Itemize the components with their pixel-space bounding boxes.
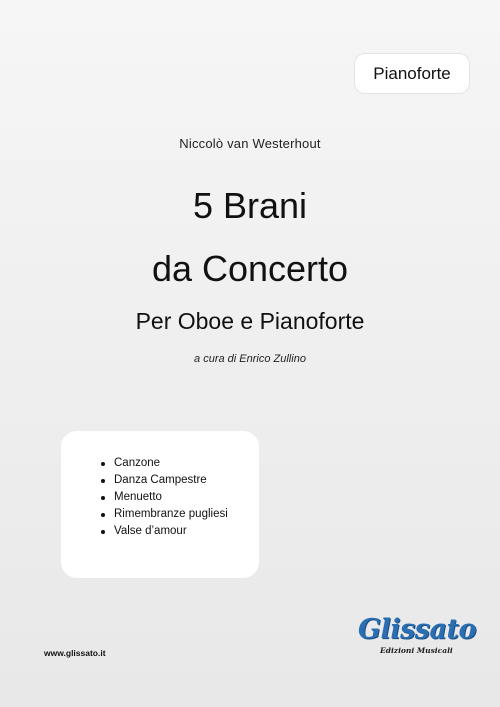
contents-box <box>61 431 259 578</box>
publisher-logo-name: Glissato <box>358 614 476 645</box>
composer-name: Niccolò van Westerhout <box>179 136 321 151</box>
publisher-logo <box>358 614 476 659</box>
bullet-icon <box>101 513 105 517</box>
bullet-icon <box>101 479 105 483</box>
website-url: www.glissato.it <box>44 648 106 658</box>
bullet-icon <box>101 496 105 500</box>
list-item: Canzone <box>101 455 228 472</box>
list-item: Danza Campestre <box>101 472 228 489</box>
editor-credit: a cura di Enrico Zullino <box>194 353 306 365</box>
bullet-icon <box>101 530 105 534</box>
instrument-badge <box>355 54 469 93</box>
title-line-1: 5 Brani <box>192 185 308 226</box>
list-item: Menuetto <box>101 489 228 506</box>
subtitle: Per Oboe e Pianoforte <box>135 308 365 334</box>
publisher-logo-subtitle: Edizioni Musicali <box>380 646 453 655</box>
contents-list <box>101 455 228 540</box>
list-item: Rimembranze pugliesi <box>101 506 228 523</box>
title-line-2: da Concerto <box>151 248 349 289</box>
list-item: Valse d’amour <box>101 523 228 540</box>
bullet-icon <box>101 462 105 466</box>
instrument-badge-label: Pianoforte <box>373 63 451 83</box>
